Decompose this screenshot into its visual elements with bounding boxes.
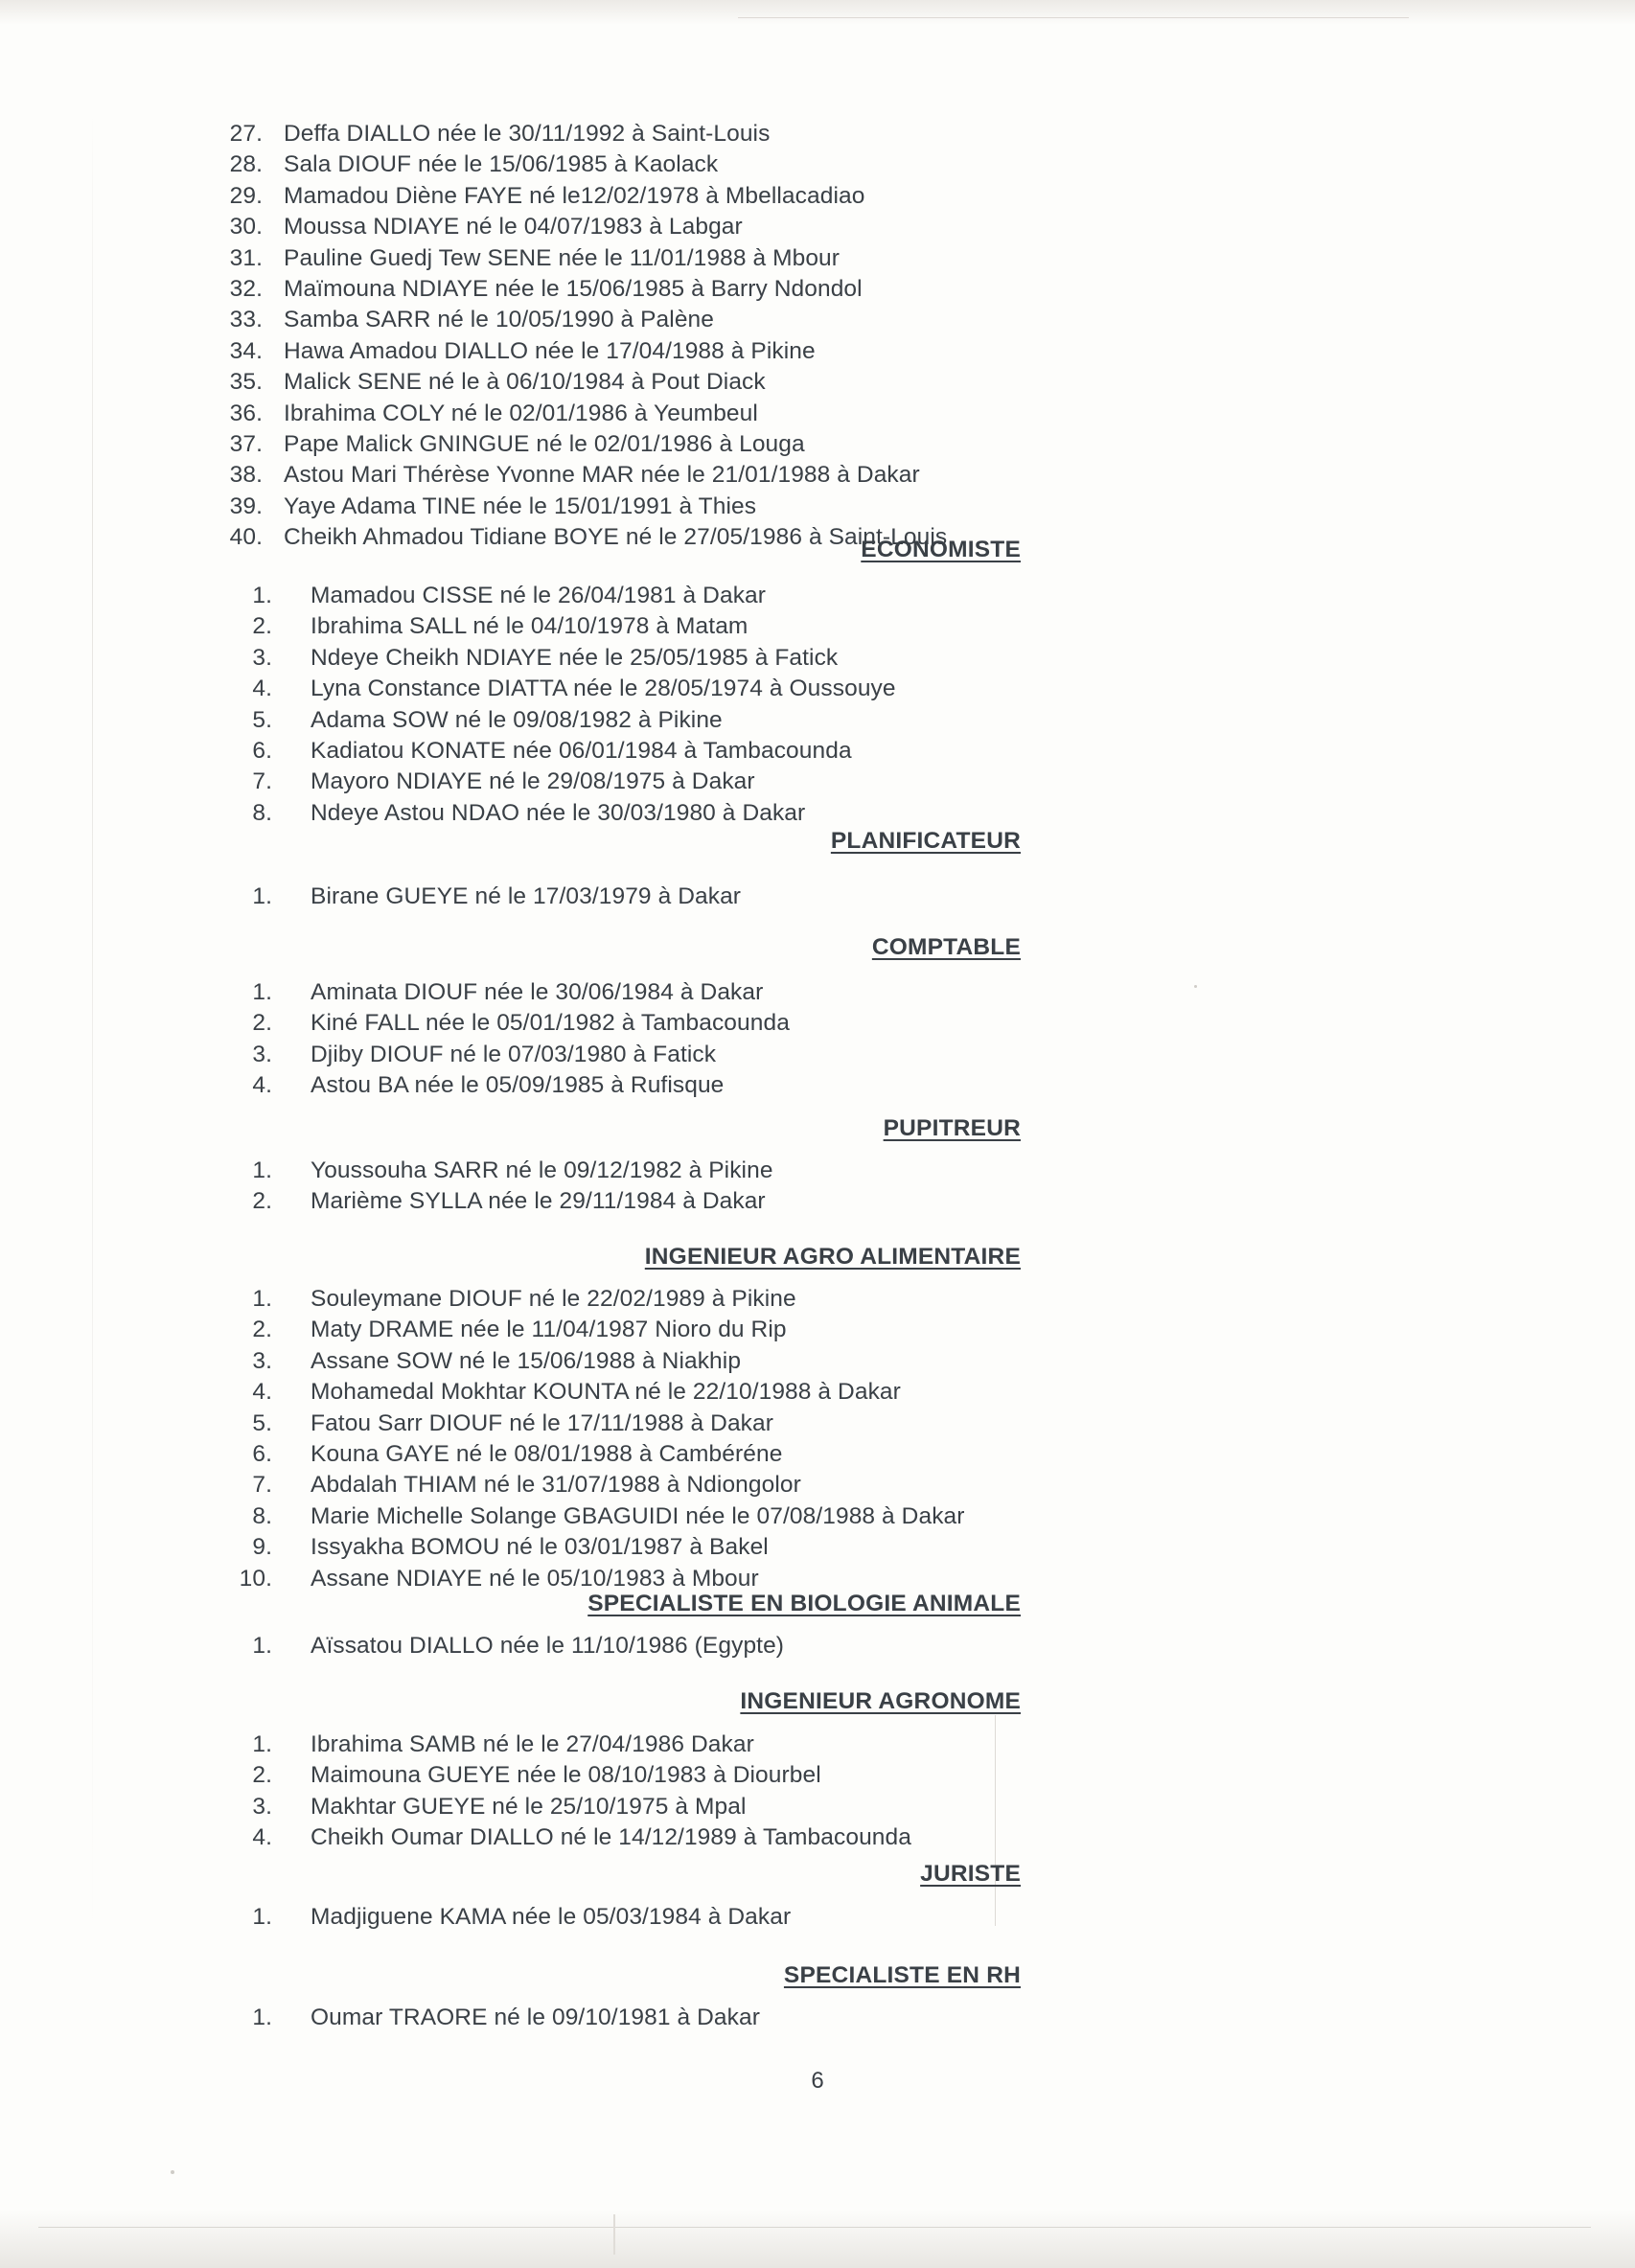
list-item-text: Ndeye Astou NDAO née le 30/03/1980 à Dakar bbox=[311, 799, 806, 826]
list-item-number: 32. bbox=[229, 276, 263, 303]
list-item bbox=[213, 882, 1363, 912]
section-candidate-list bbox=[213, 882, 1363, 912]
scan-artifact-line-top bbox=[738, 17, 1409, 18]
list-item-number: 1. bbox=[252, 883, 272, 909]
list-item-number: 1. bbox=[252, 1157, 272, 1183]
list-item bbox=[213, 1156, 1363, 1186]
list-item-text: Oumar TRAORE né le 09/10/1981 à Dakar bbox=[311, 2005, 760, 2030]
list-item-number: 40. bbox=[229, 524, 263, 551]
list-item-text: Mohamedal Mokhtar KOUNTA né le 22/10/1988 à Dakar bbox=[311, 1379, 901, 1406]
list-item bbox=[213, 1377, 1363, 1408]
section-heading: PLANIFICATEUR bbox=[830, 828, 1021, 854]
list-item bbox=[213, 705, 1363, 736]
list-item bbox=[213, 643, 1363, 674]
list-item-number: 2. bbox=[252, 1317, 272, 1343]
list-item bbox=[213, 2003, 1363, 2033]
list-item-text: Maïmouna NDIAYE née le 15/06/1985 à Barry Ndondol bbox=[284, 276, 863, 303]
scan-bottom-edge bbox=[0, 2211, 1635, 2268]
list-item-number: 8. bbox=[252, 1502, 272, 1529]
scan-artifact-tick-bottom bbox=[613, 2214, 615, 2255]
list-item bbox=[203, 336, 1353, 367]
list-item-text: Cheikh Oumar DIALLO né le 14/12/1989 à Tambacounda bbox=[311, 1824, 911, 1851]
list-item bbox=[213, 1315, 1363, 1345]
section-candidate-list bbox=[213, 1902, 1363, 1933]
list-item-text: Sala DIOUF née le 15/06/1985 à Kaolack bbox=[284, 151, 719, 178]
list-item-number: 2. bbox=[252, 1762, 272, 1789]
list-item bbox=[213, 736, 1363, 767]
continued-candidate-list bbox=[203, 119, 1353, 554]
list-item bbox=[213, 1470, 1363, 1501]
list-item bbox=[203, 243, 1353, 274]
section-heading: ECONOMISTE bbox=[861, 537, 1021, 562]
list-item-number: 4. bbox=[252, 1072, 272, 1099]
list-item-text: Kadiatou KONATE née 06/01/1984 à Tambacounda bbox=[311, 738, 852, 765]
list-item bbox=[213, 1284, 1363, 1315]
list-item-text: Mayoro NDIAYE né le 29/08/1975 à Dakar bbox=[311, 768, 755, 795]
list-item-text: Maimouna GUEYE née le 08/10/1983 à Diourbel bbox=[311, 1762, 821, 1789]
list-item bbox=[213, 1822, 1363, 1853]
list-item bbox=[213, 977, 1363, 1008]
list-item bbox=[213, 798, 1363, 829]
list-item-number: 9. bbox=[252, 1534, 272, 1561]
list-item-number: 2. bbox=[252, 613, 272, 640]
list-item bbox=[213, 1439, 1363, 1470]
list-item bbox=[213, 1532, 1363, 1563]
list-item-number: 10. bbox=[239, 1565, 272, 1592]
list-item-text: Adama SOW né le 09/08/1982 à Pikine bbox=[311, 706, 723, 733]
list-item-number: 4. bbox=[252, 676, 272, 702]
section-candidate-list bbox=[213, 1631, 1363, 1661]
list-item-number: 34. bbox=[229, 337, 263, 364]
list-item-text: Ndeye Cheikh NDIAYE née le 25/05/1985 à Fatick bbox=[311, 644, 839, 671]
list-item bbox=[203, 492, 1353, 522]
list-item bbox=[213, 1070, 1363, 1101]
list-item-text: Kiné FALL née le 05/01/1982 à Tambacounda bbox=[311, 1010, 790, 1037]
list-item bbox=[203, 212, 1353, 242]
list-item bbox=[203, 149, 1353, 180]
list-item-number: 29. bbox=[229, 182, 263, 209]
list-item-text: Deffa DIALLO née le 30/11/1992 à Saint-Louis bbox=[284, 121, 771, 147]
section-candidate-list bbox=[213, 581, 1363, 829]
section-heading: COMPTABLE bbox=[871, 934, 1021, 960]
list-item bbox=[213, 611, 1363, 642]
list-item bbox=[203, 181, 1353, 212]
list-item-text: Malick SENE né le à 06/10/1984 à Pout Diack bbox=[284, 369, 766, 396]
list-item-text: Cheikh Ahmadou Tidiane BOYE né le 27/05/1986 à Saint-Louis bbox=[284, 524, 948, 551]
scan-top-edge bbox=[0, 0, 1635, 25]
list-item-text: Astou BA née le 05/09/1985 à Rufisque bbox=[311, 1072, 725, 1099]
list-item-number: 3. bbox=[252, 1793, 272, 1820]
list-item-number: 39. bbox=[229, 493, 263, 519]
list-item-number: 6. bbox=[252, 738, 272, 765]
page-number: 6 bbox=[811, 2068, 824, 2094]
list-item-number: 35. bbox=[229, 369, 263, 396]
list-item bbox=[213, 1631, 1363, 1661]
list-item-number: 1. bbox=[252, 1904, 272, 1930]
section-candidate-list bbox=[213, 1156, 1363, 1218]
scan-speck bbox=[171, 2170, 174, 2174]
list-item-number: 4. bbox=[252, 1379, 272, 1406]
list-item-text: Souleymane DIOUF né le 22/02/1989 à Pikine bbox=[311, 1286, 796, 1312]
list-item-text: Ibrahima SAMB né le le 27/04/1986 Dakar bbox=[311, 1731, 754, 1757]
list-item-text: Pauline Guedj Tew SENE née le 11/01/1988 à Mbour bbox=[284, 244, 841, 271]
list-item-text: Mamadou CISSE né le 26/04/1981 à Dakar bbox=[311, 583, 767, 608]
list-item-text: Djiby DIOUF né le 07/03/1980 à Fatick bbox=[311, 1041, 717, 1067]
list-item bbox=[203, 119, 1353, 149]
list-item-number: 1. bbox=[252, 979, 272, 1005]
list-item bbox=[213, 1902, 1363, 1933]
list-item-text: Pape Malick GNINGUE né le 02/01/1986 à Louga bbox=[284, 431, 805, 458]
list-item-text: Lyna Constance DIATTA née le 28/05/1974 à Oussouye bbox=[311, 676, 896, 702]
list-item-text: Astou Mari Thérèse Yvonne MAR née le 21/01/1988 à Dakar bbox=[284, 462, 920, 489]
list-item-number: 2. bbox=[252, 1188, 272, 1215]
list-item-number: 3. bbox=[252, 1041, 272, 1067]
list-item bbox=[213, 1346, 1363, 1377]
list-item-text: Aïssatou DIALLO née le 11/10/1986 (Egypte) bbox=[311, 1633, 785, 1659]
list-item bbox=[213, 1760, 1363, 1791]
list-item-number: 1. bbox=[252, 1286, 272, 1312]
list-item bbox=[203, 305, 1353, 335]
section-heading: INGENIEUR AGRO ALIMENTAIRE bbox=[644, 1244, 1021, 1270]
section-heading: INGENIEUR AGRONOME bbox=[740, 1688, 1021, 1714]
list-item-text: Yaye Adama TINE née le 15/01/1991 à Thies bbox=[284, 493, 757, 519]
section-candidate-list bbox=[213, 2003, 1363, 2033]
list-item-number: 33. bbox=[229, 307, 263, 333]
list-item-text: Ibrahima COLY né le 02/01/1986 à Yeumbeul bbox=[284, 400, 758, 426]
list-item bbox=[213, 674, 1363, 704]
list-item-number: 1. bbox=[252, 1731, 272, 1757]
list-item-number: 8. bbox=[252, 799, 272, 826]
list-item bbox=[213, 1409, 1363, 1439]
section-candidate-list bbox=[213, 1284, 1363, 1594]
list-item-text: Makhtar GUEYE né le 25/10/1975 à Mpal bbox=[311, 1793, 747, 1820]
list-item bbox=[213, 1008, 1363, 1039]
list-item-number: 2. bbox=[252, 1010, 272, 1037]
list-item bbox=[203, 460, 1353, 491]
list-item-text: Issyakha BOMOU né le 03/01/1987 à Bakel bbox=[311, 1534, 769, 1561]
scan-artifact-line-bottom bbox=[38, 2227, 1591, 2228]
section-heading: SPECIALISTE EN RH bbox=[783, 1962, 1021, 1988]
list-item bbox=[203, 399, 1353, 429]
list-item-number: 5. bbox=[252, 706, 272, 733]
list-item-text: Moussa NDIAYE né le 04/07/1983 à Labgar bbox=[284, 214, 743, 241]
section-candidate-list bbox=[213, 977, 1363, 1102]
section-candidate-list bbox=[213, 1730, 1363, 1854]
list-item-number: 31. bbox=[229, 244, 263, 271]
list-item-number: 3. bbox=[252, 644, 272, 671]
list-item bbox=[203, 429, 1353, 460]
list-item-number: 27. bbox=[229, 121, 263, 147]
list-item-number: 1. bbox=[252, 583, 272, 608]
list-item-number: 1. bbox=[252, 1633, 272, 1659]
list-item-number: 1. bbox=[252, 2005, 272, 2030]
list-item-number: 3. bbox=[252, 1347, 272, 1374]
list-item-text: Assane NDIAYE né le 05/10/1983 à Mbour bbox=[311, 1565, 759, 1592]
list-item-text: Fatou Sarr DIOUF né le 17/11/1988 à Dakar bbox=[311, 1409, 773, 1436]
list-item bbox=[213, 1501, 1363, 1532]
list-item-text: Samba SARR né le 10/05/1990 à Palène bbox=[284, 307, 714, 333]
list-item-text: Maty DRAME née le 11/04/1987 Nioro du Rip bbox=[311, 1317, 787, 1343]
section-heading: PUPITREUR bbox=[883, 1115, 1021, 1141]
list-item-number: 5. bbox=[252, 1409, 272, 1436]
list-item-text: Aminata DIOUF née le 30/06/1984 à Dakar bbox=[311, 979, 764, 1005]
list-item-number: 4. bbox=[252, 1824, 272, 1851]
list-item bbox=[203, 274, 1353, 305]
list-item-number: 28. bbox=[229, 151, 263, 178]
list-item-number: 37. bbox=[229, 431, 263, 458]
list-item-number: 7. bbox=[252, 768, 272, 795]
list-item bbox=[213, 1040, 1363, 1070]
list-item bbox=[213, 767, 1363, 797]
list-item bbox=[213, 1186, 1363, 1217]
list-item-text: Hawa Amadou DIALLO née le 17/04/1988 à Pikine bbox=[284, 337, 816, 364]
list-item-number: 7. bbox=[252, 1472, 272, 1499]
list-item-text: Marie Michelle Solange GBAGUIDI née le 07/08/1988 à Dakar bbox=[311, 1502, 965, 1529]
scan-fold-line-left bbox=[92, 115, 93, 1936]
list-item-number: 30. bbox=[229, 214, 263, 241]
list-item-text: Abdalah THIAM né le 31/07/1988 à Ndiongolor bbox=[311, 1472, 801, 1499]
list-item-number: 38. bbox=[229, 462, 263, 489]
list-item-text: Birane GUEYE né le 17/03/1979 à Dakar bbox=[311, 883, 742, 909]
list-item-number: 36. bbox=[229, 400, 263, 426]
section-heading: JURISTE bbox=[920, 1861, 1021, 1887]
list-item bbox=[203, 367, 1353, 398]
list-item-text: Assane SOW né le 15/06/1988 à Niakhip bbox=[311, 1347, 742, 1374]
list-item-text: Youssouha SARR né le 09/12/1982 à Pikine bbox=[311, 1157, 773, 1183]
list-item bbox=[213, 581, 1363, 611]
list-item-number: 6. bbox=[252, 1441, 272, 1468]
list-item-text: Ibrahima SALL né le 04/10/1978 à Matam bbox=[311, 613, 748, 640]
list-item bbox=[213, 1792, 1363, 1822]
section-heading: SPECIALISTE EN BIOLOGIE ANIMALE bbox=[587, 1591, 1021, 1616]
list-item-text: Madjiguene KAMA née le 05/03/1984 à Dakar bbox=[311, 1904, 792, 1930]
list-item-text: Kouna GAYE né le 08/01/1988 à Cambéréne bbox=[311, 1441, 783, 1468]
list-item-text: Marième SYLLA née le 29/11/1984 à Dakar bbox=[311, 1188, 766, 1215]
list-item-text: Mamadou Diène FAYE né le12/02/1978 à Mbellacadiao bbox=[284, 182, 865, 209]
list-item bbox=[213, 1730, 1363, 1760]
